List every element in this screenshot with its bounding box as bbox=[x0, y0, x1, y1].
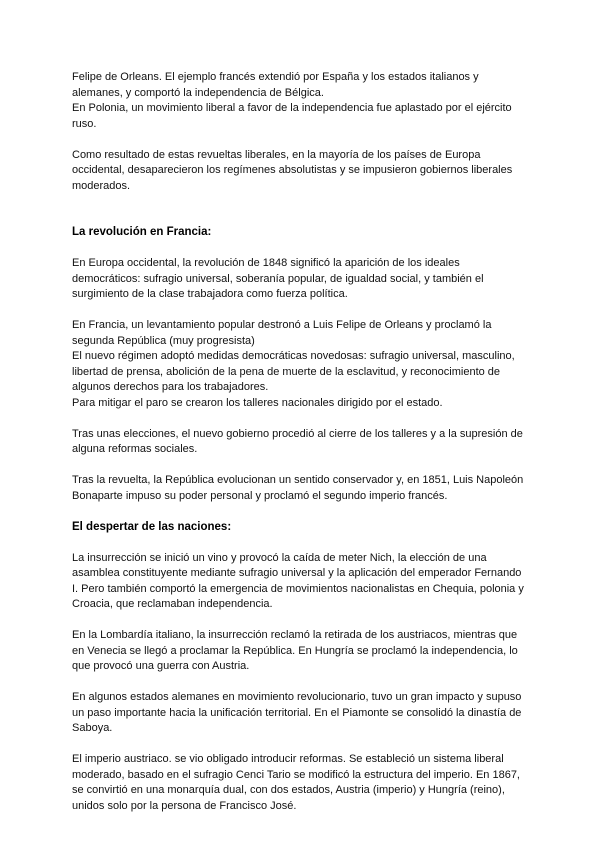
spacer bbox=[72, 210, 530, 226]
paragraph: En algunos estados alemanes en movimiento revolucionario, tuvo un gran impacto y supuso un paso importante hacia la unificación territorial. En el Piamonte se consolidó la dinastía de Saboya. bbox=[72, 691, 522, 734]
paragraph: En Polonia, un movimiento liberal a favor de la independencia fue aplastado por el ejército ruso. bbox=[72, 102, 512, 130]
paragraph: En la Lombardía italiano, la insurrección reclamó la retirada de los austriacos, mientras que en Venecia se llegó a proclamar la República. En Hungría se proclamó la independencia, lo que provocó una guerra con Austria. bbox=[72, 629, 518, 672]
paragraph: En Europa occidental, la revolución de 1848 significó la aparición de los ideales democráticos: sufragio universal, soberanía popular, de igualdad social, y también el surgimiento de la clase trabajadora como fuerza política. bbox=[72, 257, 484, 300]
section-heading-francia: La revolución en Francia: bbox=[72, 226, 212, 238]
document-page bbox=[72, 70, 530, 830]
paragraph: Tras unas elecciones, el nuevo gobierno procedió al cierre de los talleres y a la supresión de alguna reformas sociales. bbox=[72, 427, 523, 455]
paragraph: La insurrección se inició un vino y provocó la caída de meter Nich, la elección de una asamblea constituyente mediante sufragio universal y la aplicación del emperador Fernando I. Pero también comportó la emergencia de movimientos nacionalistas en Chequia, polonia y Croacia, que reclamaban independencia. bbox=[72, 551, 524, 610]
paragraph: Como resultado de estas revueltas liberales, en la mayoría de los países de Europa occidental, desaparecieron los regímenes absolutistas y se impusieron gobiernos liberales moderados. bbox=[72, 148, 513, 192]
paragraph: Para mitigar el paro se crearon los talleres nacionales dirigido por el estado. bbox=[72, 396, 443, 409]
paragraph: Tras la revuelta, la República evolucionan un sentido conservador y, en 1851, Luis Napoleón Bonaparte impuso su poder personal y proclamó el segundo imperio francés. bbox=[72, 474, 524, 502]
paragraph: Felipe de Orleans. El ejemplo francés extendió por España y los estados italianos y alemanes, y comportó la independencia de Bélgica. bbox=[72, 71, 479, 99]
paragraph: El nuevo régimen adoptó medidas democráticas novedosas: sufragio universal, masculino, libertad de prensa, abolición de la pena de muerte de la esclavitud, y reconocimiento de algunos derechos para los trabajadores. bbox=[72, 350, 515, 393]
paragraph: En Francia, un levantamiento popular destronó a Luis Felipe de Orleans y proclamó la segunda República (muy progresista) bbox=[72, 319, 492, 347]
paragraph: El imperio austriaco. se vio obligado introducir reformas. Se estableció un sistema liberal moderado, basado en el sufragio Cenci Tario se modificó la estructura del imperio. En 1867, se convirtió en una monarquía dual, con dos estados, Austria (imperio) y Hungría (reino), unidos solo por la persona de Francisco José. bbox=[72, 753, 520, 812]
section-heading-naciones: El despertar de las naciones: bbox=[72, 520, 232, 533]
